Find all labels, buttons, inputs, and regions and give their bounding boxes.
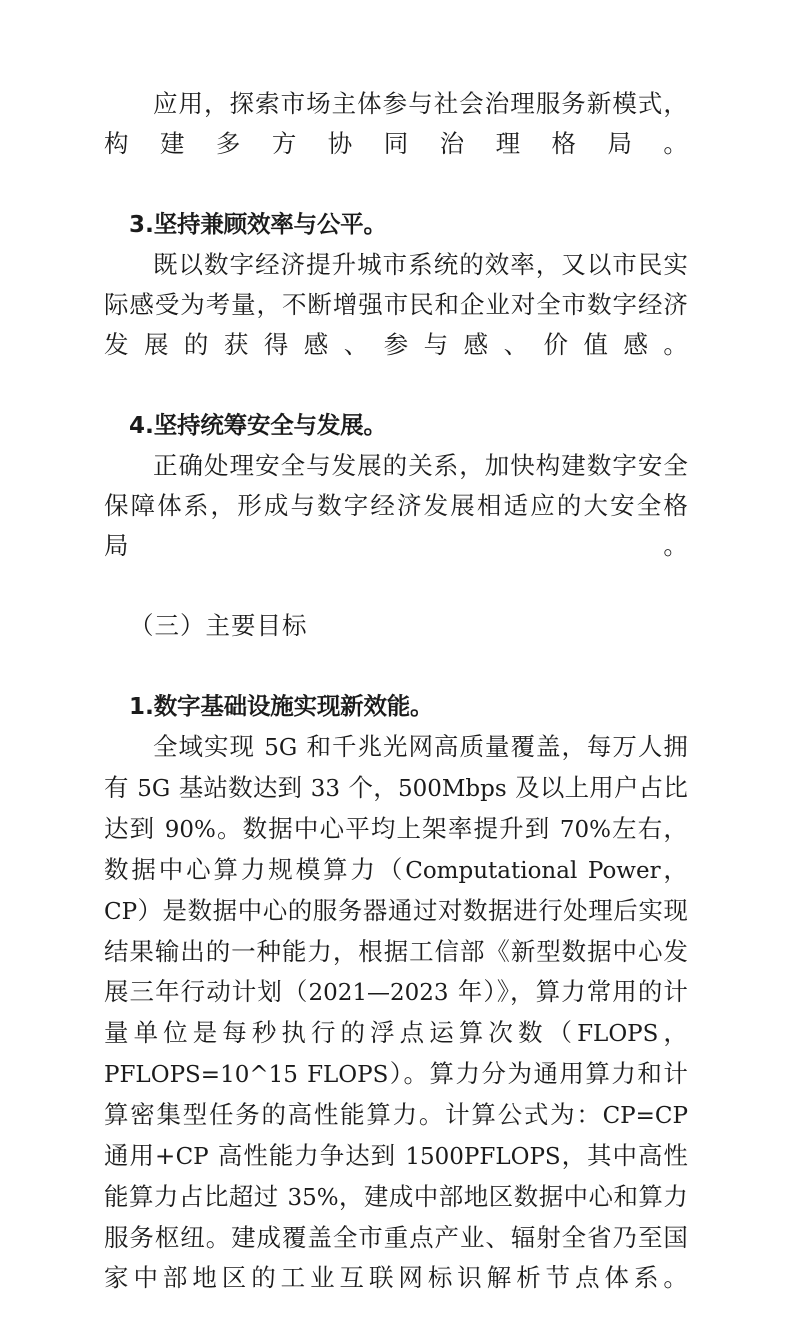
latin-run: 35% <box>287 1185 339 1211</box>
latin-run: 70% <box>559 817 612 843</box>
paragraph-digital-infrastructure: 全域实现 5G 和千兆光网高质量覆盖，每万人拥有 5G 基站数达到 33 个，500Mbps 及以上用户占比达到 90%。数据中心平均上架率提升到 70%左右，数据中心算力规模算力（Computational Power，CP）是数据中心的服务器通过对数据进行处理后实现结果输出的一种能力，根据工信部《新型数据中心发展三年行动计划（2021—2023 年）》，算力常用的计量单位是每秒执行的浮点运算次数（FLOPS，PFLOPS=10^15 FLOPS）。算力分为通用算力和计算密集型任务的高性能算力。计算公式为：CP=CP 通用+CP 高性能力争达到 1500PFLOPS，其中高性能算力占比超过 35%，建成中部地区数据中心和算力服务枢纽。建成覆盖全市重点产业、辐射全省乃至国家中部地区的工业互联网标识解析节点体系。 <box>104 732 689 1292</box>
latin-run: CP <box>175 1144 209 1170</box>
latin-run: Computational Power <box>405 858 661 884</box>
latin-run: 1 <box>129 694 146 720</box>
paragraph-efficiency-equity: 既以数字经济提升城市系统的效率，又以市民实际感受为考量，不断增强市民和企业对全市数字经济发展的获得感、参与感、价值感。 <box>104 250 688 359</box>
latin-run: PFLOPS=10^15 FLOPS <box>104 1062 389 1088</box>
latin-run: 90% <box>164 817 216 843</box>
subheading-main-goals: （三）主要目标 <box>129 611 308 640</box>
latin-run: 4 <box>129 413 146 439</box>
paragraph-security-development: 正确处理安全与发展的关系，加快构建数字安全保障体系，形成与数字经济发展相适应的大安全格局。 <box>104 451 688 560</box>
latin-run: CP <box>104 899 138 925</box>
heading-3-efficiency-equity: 3.坚持兼顾效率与公平。 <box>129 210 387 238</box>
latin-run: 1500PFLOPS <box>405 1144 561 1170</box>
heading-1-digital-infrastructure: 1.数字基础设施实现新效能。 <box>129 692 434 720</box>
document-text-block <box>104 84 688 1338</box>
latin-run: 500Mbps <box>397 776 507 802</box>
latin-run: FLOPS <box>577 1021 659 1047</box>
latin-run: 5G <box>137 776 171 802</box>
latin-run: 2021—2023 <box>308 980 449 1006</box>
latin-run: 5G <box>264 735 298 761</box>
paragraph-continuation: 应用，探索市场主体参与社会治理服务新模式，构建多方协同治理格局。 <box>104 89 688 158</box>
latin-run: CP=CP <box>602 1103 688 1129</box>
heading-4-security-development: 4.坚持统筹安全与发展。 <box>129 411 387 439</box>
latin-run: 3 <box>129 212 146 238</box>
latin-run: 33 <box>310 776 341 802</box>
